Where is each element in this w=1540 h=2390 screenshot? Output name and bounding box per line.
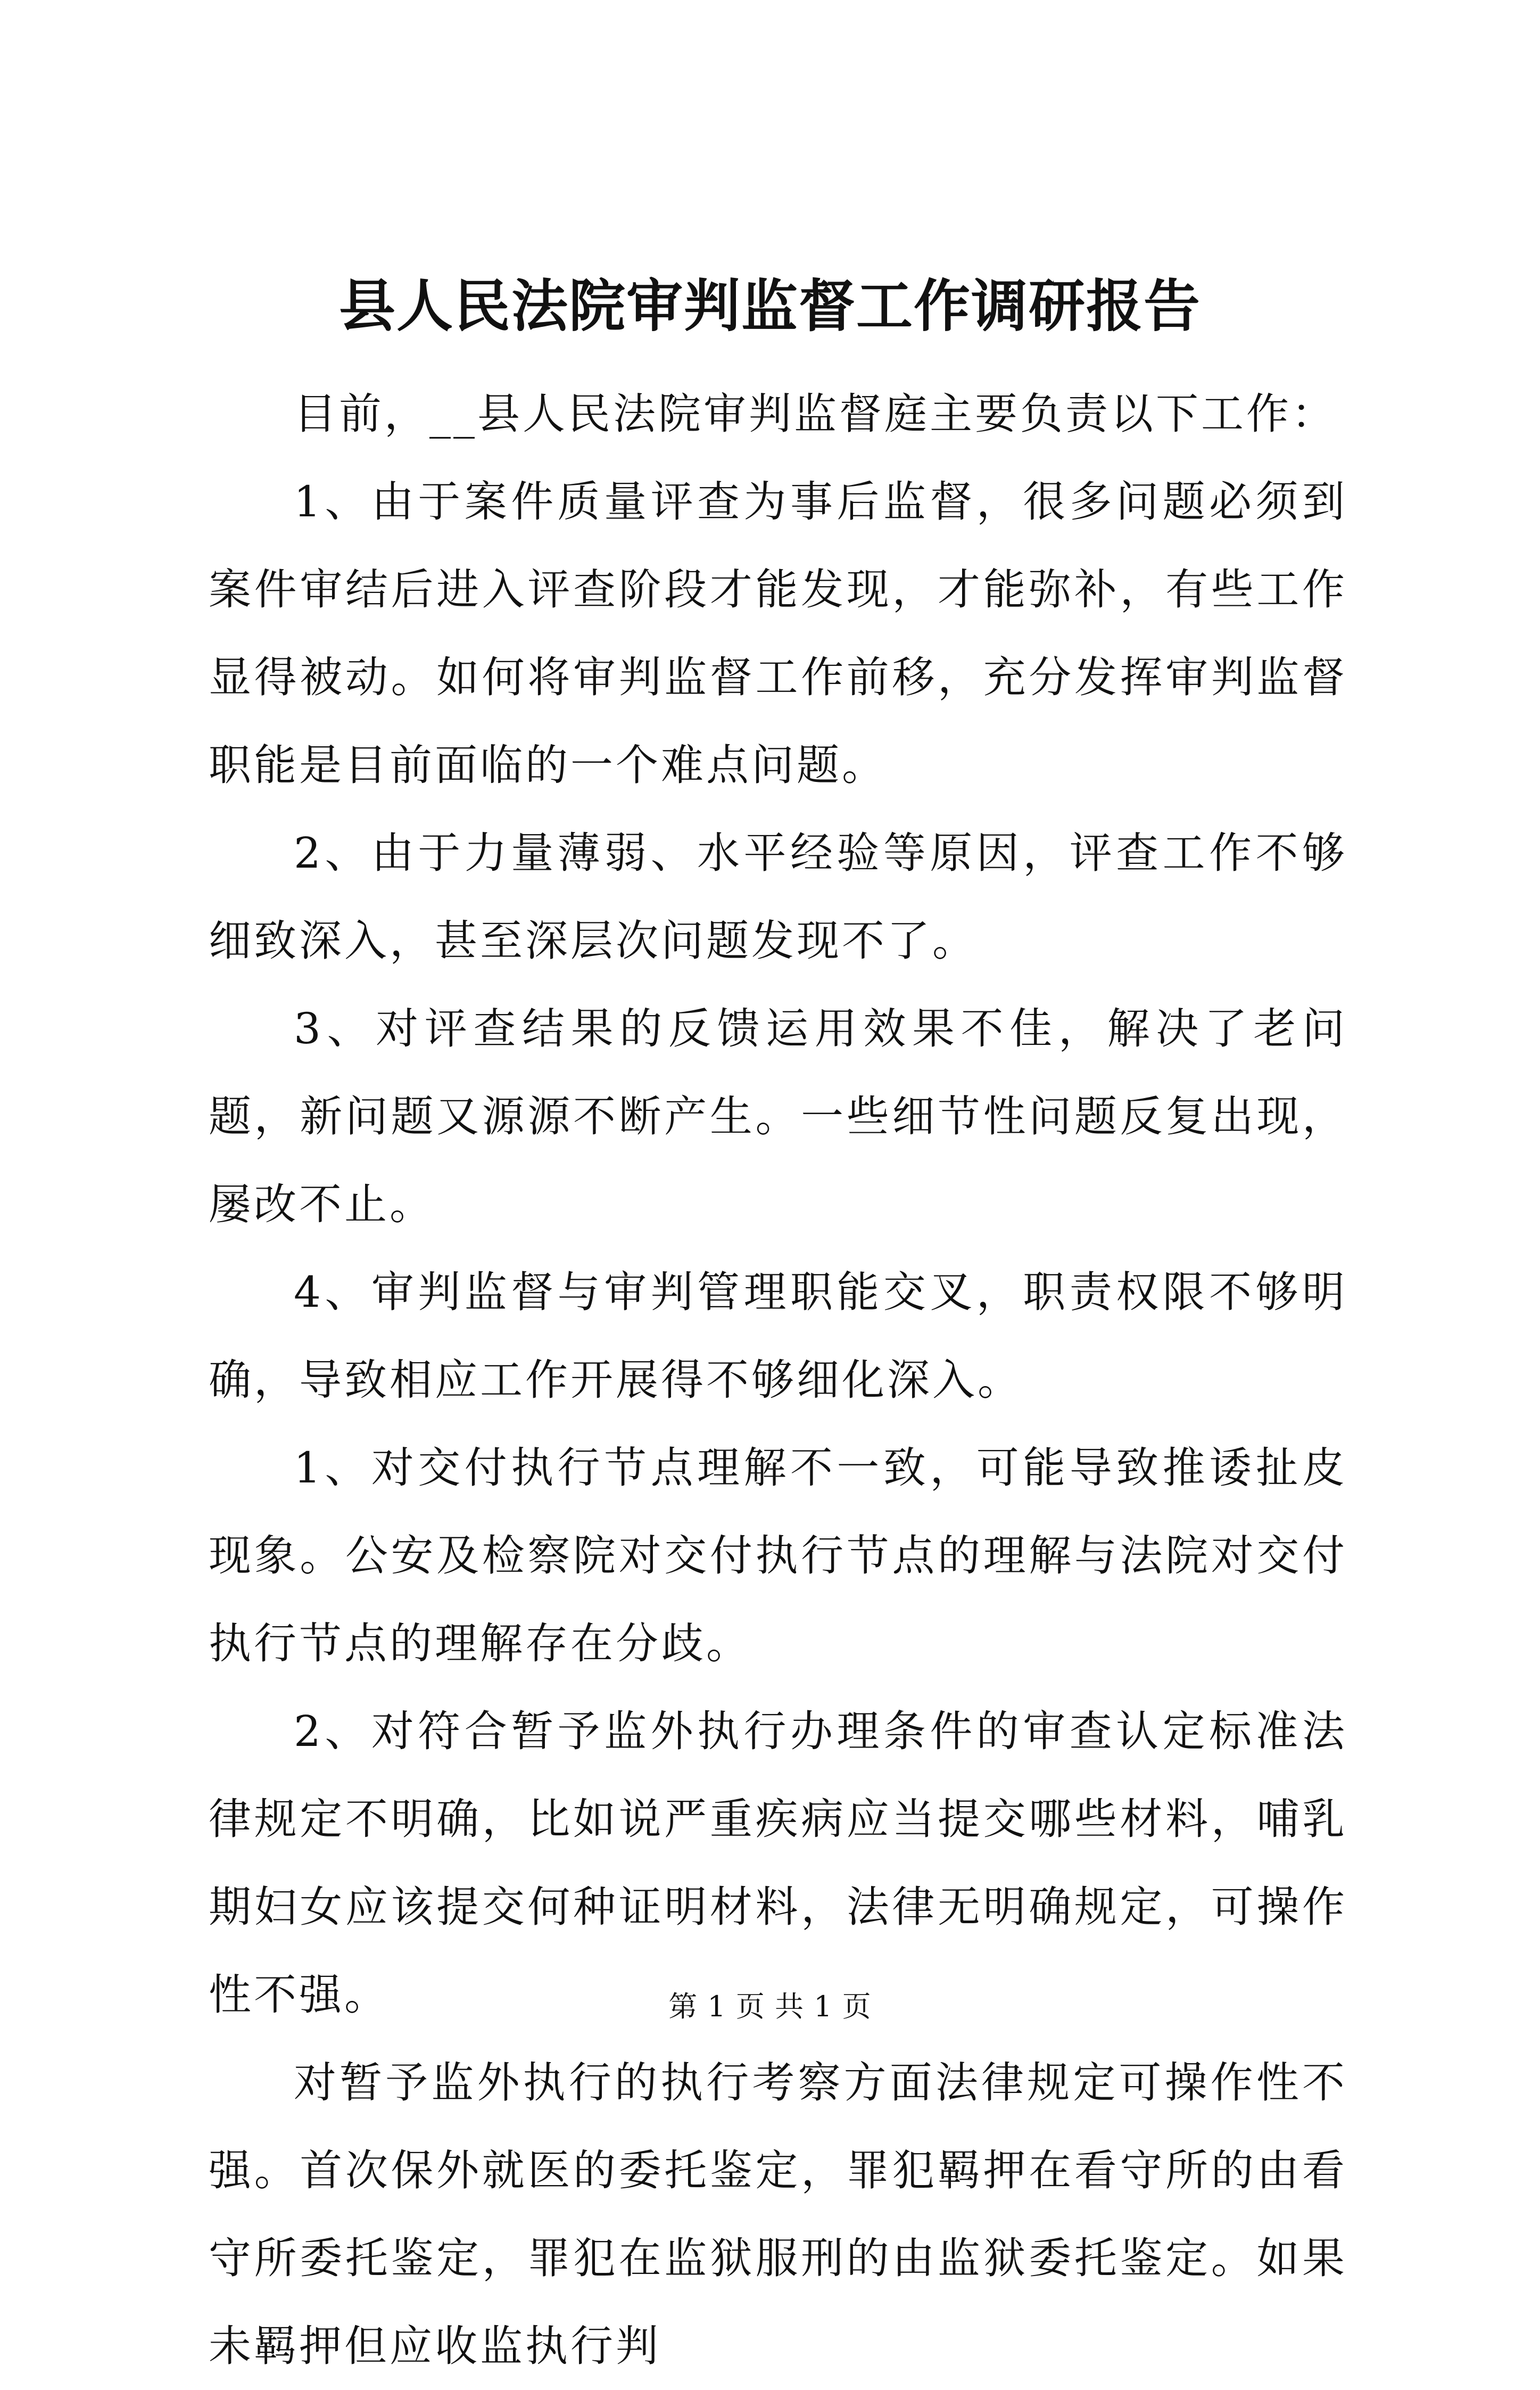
paragraph-item-1: 1、由于案件质量评查为事后监督，很多问题必须到案件审结后进入评查阶段才能发现，才能弥补，有些工作显得被动。如何将审判监督工作前移，充分发挥审判监督职能是目前面临的一个难点问题。 (209, 477, 1347, 790)
paragraph-item-4: 4、审判监督与审判管理职能交叉，职责权限不够明确，导致相应工作开展得不够细化深入。 (209, 1267, 1347, 1405)
paragraph-intro: 目前，__县人民法院审判监督庭主要负责以下工作： (294, 389, 1337, 439)
page-footer: 第 1 页 共 1 页 (668, 1990, 872, 2023)
paragraph-item-2: 2、由于力量薄弱、水平经验等原因，评查工作不够细致深入，甚至深层次问题发现不了。 (209, 828, 1347, 966)
document-title: 县人民法院审判监督工作调研报告 (339, 273, 1201, 339)
document-body (209, 370, 1347, 2390)
paragraph-item-3: 3、对评查结果的反馈运用效果不佳，解决了老问题，新问题又源源不断产生。一些细节性问题反复出现，屡改不止。 (209, 1004, 1347, 1229)
paragraph-execution-1: 1、对交付执行节点理解不一致，可能导致推诿扯皮现象。公安及检察院对交付执行节点的理解与法院对交付执行节点的理解存在分歧。 (209, 1443, 1347, 1668)
paragraph-execution-3: 对暂予监外执行的执行考察方面法律规定可操作性不强。首次保外就医的委托鉴定，罪犯羁押在看守所的由看守所委托鉴定，罪犯在监狱服刑的由监狱委托鉴定。如果未羁押但应收监执行判 (209, 2058, 1347, 2371)
paragraph-execution-2: 2、对符合暂予监外执行办理条件的审查认定标准法律规定不明确，比如说严重疾病应当提交哪些材料，哺乳期妇女应该提交何种证明材料，法律无明确规定，可操作性不强。 (209, 1707, 1347, 2020)
